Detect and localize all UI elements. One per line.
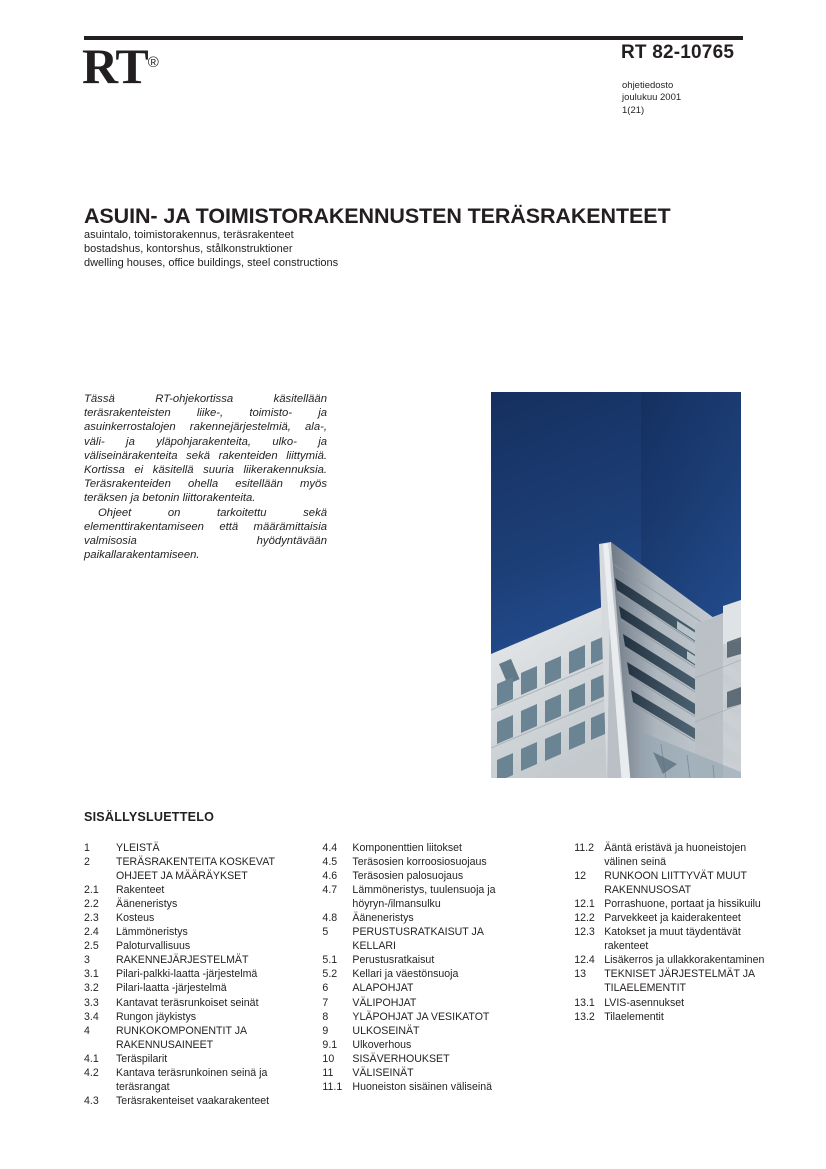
toc-entry[interactable] [322, 1010, 574, 1024]
toc-entry-label: VÄLISEINÄT [352, 1066, 414, 1079]
page-title: ASUIN- JA TOIMISTORAKENNUSTEN TERÄSRAKENTEET [84, 204, 671, 229]
toc-entry-label: OHJEET JA MÄÄRÄYKSET [116, 870, 248, 883]
toc-entry-label: TILAELEMENTIT [604, 982, 687, 995]
toc-entry-label: RAKENNEJÄRJESTELMÄT [116, 954, 249, 967]
toc-entry-number: 4 [84, 1024, 90, 1037]
toc-entry-number: 3.4 [84, 1010, 99, 1023]
toc-entry[interactable] [84, 939, 322, 953]
rt-logo-text: RT [82, 38, 148, 94]
keywords-english: dwelling houses, office buildings, steel constructions [84, 257, 339, 270]
toc-entry-label: RAKENNUSOSAT [604, 884, 692, 897]
toc-entry[interactable] [84, 1038, 322, 1052]
toc-entry[interactable] [322, 953, 574, 967]
toc-entry-number: 2.5 [84, 940, 99, 953]
toc-entry[interactable] [574, 939, 784, 953]
toc-entry-label: ULKOSEINÄT [352, 1024, 420, 1037]
toc-entry[interactable] [84, 1066, 322, 1080]
intro-abstract [84, 392, 327, 562]
toc-entry[interactable] [574, 897, 784, 911]
registered-trademark-icon: ® [147, 54, 159, 71]
toc-entry[interactable] [84, 1094, 322, 1108]
header-rule [84, 36, 743, 40]
toc-entry-number: 2.4 [84, 926, 99, 939]
toc-heading: SISÄLLYSLUETTELO [84, 810, 215, 824]
toc-entry-label: Porrashuone, portaat ja hissikuilu [604, 898, 761, 911]
toc-entry-number: 4.5 [322, 856, 338, 869]
toc-entry-label: välinen seinä [604, 856, 667, 869]
toc-entry[interactable] [322, 925, 574, 939]
toc-entry[interactable] [84, 1010, 322, 1024]
toc-entry-label: Paloturvallisuus [116, 940, 191, 953]
document-meta [622, 80, 681, 117]
toc-entry-number: 4.8 [322, 912, 338, 925]
intro-paragraph-1: Tässä RT-ohjekortissa käsitellään teräsrakenteisten liike-, toimisto- ja asuinkerrostalojen rakennejärjestelmiä, ala-, väli- ja yläpohjarakenteita, ulko- ja väliseinärakenteita sekä rakenteiden liittymiä. Kortissa ei käsitellä suuria liikerakennuksia. Teräsrakenteiden ohella esitellään myös teräksen ja betonin liittorakenteita. [84, 393, 327, 505]
side-credit-text [0, 797, 2, 1117]
toc-entry-number: 6 [322, 982, 329, 995]
toc-entry-label: Katokset ja muut täydentävät [604, 926, 741, 939]
toc-entry-label: TEKNISET JÄRJESTELMÄT JA [604, 968, 756, 981]
toc-entry[interactable] [322, 1038, 574, 1052]
toc-entry-number: 4.4 [322, 842, 338, 854]
toc-entry-number: 4.7 [322, 884, 338, 897]
toc-entry[interactable] [574, 981, 784, 995]
toc-entry[interactable] [84, 996, 322, 1010]
toc-entry-number: 5.1 [322, 954, 338, 967]
toc-entry-label: Ääneneristys [352, 912, 414, 925]
toc-entry-label: Lämmöneristys, tuulensuoja ja [352, 884, 496, 897]
toc-entry-number: 9.1 [322, 1038, 338, 1051]
toc-entry[interactable] [574, 953, 784, 967]
toc-entry-label: YLÄPOHJAT JA VESIKATOT [352, 1010, 490, 1023]
toc-entry-label: RUNKOON LIITTYVÄT MUUT [604, 870, 748, 883]
toc-entry-number: 12.3 [574, 926, 595, 939]
toc-entry-number: 4.2 [84, 1066, 99, 1079]
toc-entry[interactable] [322, 855, 574, 869]
toc-entry-label: RUNKOKOMPONENTIT JA [116, 1024, 248, 1037]
toc-entry-number: 3.1 [84, 968, 99, 981]
toc-entry-label: Tilaelementit [604, 1010, 664, 1023]
toc-entry-label: YLEISTÄ [116, 842, 160, 854]
toc-entry-number: 12.2 [574, 912, 595, 925]
toc-entry[interactable] [322, 1066, 574, 1080]
toc-entry-number: 3.3 [84, 996, 99, 1009]
toc-entry-label: Ääntä eristävä ja huoneistojen [604, 842, 747, 854]
toc-entry[interactable] [322, 869, 574, 883]
toc-entry-number: 4.6 [322, 870, 338, 883]
toc-entry-number: 11.1 [322, 1080, 343, 1093]
toc-entry[interactable] [84, 911, 322, 925]
toc-entry-number: 3.2 [84, 982, 99, 995]
toc-entry[interactable] [84, 883, 322, 897]
toc-entry-label: TERÄSRAKENTEITA KOSKEVAT [116, 856, 275, 869]
toc-entry-label: Kosteus [116, 912, 155, 925]
cover-photo [491, 392, 741, 786]
toc-entry[interactable] [84, 869, 322, 883]
keywords-swedish: bostadshus, kontorshus, stålkonstruktioner [84, 243, 293, 256]
toc-entry[interactable] [84, 1024, 322, 1038]
toc-entry-label: Teräspilarit [116, 1052, 168, 1065]
toc-entry-number: 2.1 [84, 884, 99, 897]
toc-entry-number: 11.2 [574, 842, 595, 854]
toc-entry[interactable] [574, 841, 784, 855]
toc-entry-label: Ulkoverhous [352, 1038, 412, 1051]
document-type: ohjetiedosto [622, 80, 674, 91]
toc-entry-number: 12.4 [574, 954, 595, 967]
toc-entry-label: Lämmöneristys [116, 926, 188, 939]
toc-entry-label: VÄLIPOHJAT [352, 996, 417, 1009]
toc-entry-label: Perustusratkaisut [352, 954, 435, 967]
toc-entry-number: 4.1 [84, 1052, 99, 1065]
toc-column-1 [84, 841, 322, 1108]
toc-entry-label: Huoneiston sisäinen väliseinä [352, 1080, 492, 1093]
toc-entry[interactable] [574, 996, 784, 1010]
toc-entry-label: RAKENNUSAINEET [116, 1038, 214, 1051]
toc-entry-number: 8 [322, 1010, 329, 1023]
toc-entry-label: ALAPOHJAT [352, 982, 414, 995]
toc-entry[interactable] [322, 981, 574, 995]
toc-entry-number: 2 [84, 856, 90, 869]
toc-entry[interactable] [84, 1080, 322, 1094]
toc-entry-label: teräsrangat [116, 1080, 170, 1093]
toc-entry[interactable] [322, 996, 574, 1010]
toc-entry[interactable] [84, 897, 322, 911]
toc-entry[interactable] [84, 981, 322, 995]
toc-entry-label: Rungon jäykistys [116, 1010, 197, 1023]
toc-entry[interactable] [322, 883, 574, 897]
toc-entry-label: Komponenttien liitokset [352, 842, 462, 854]
toc-entry[interactable] [574, 1010, 784, 1024]
toc-entry[interactable] [322, 911, 574, 925]
toc-entry-number: 13.1 [574, 996, 595, 1009]
toc-entry-label: KELLARI [352, 940, 396, 953]
toc-column-2 [322, 841, 574, 1108]
toc-entry[interactable] [574, 911, 784, 925]
toc-entry-number: 13 [574, 968, 586, 981]
toc-entry-label: Kantavat teräsrunkoiset seinät [116, 996, 259, 1009]
toc-entry-label: Teräsosien korroosiosuojaus [352, 856, 487, 869]
toc-entry[interactable] [574, 883, 784, 897]
toc-entry-number: 1 [84, 842, 90, 854]
toc-entry[interactable] [84, 1052, 322, 1066]
toc-entry[interactable] [574, 869, 784, 883]
toc-entry-label: Kellari ja väestönsuoja [352, 968, 459, 981]
toc-entry-number: 2.3 [84, 912, 99, 925]
toc-entry[interactable] [322, 967, 574, 981]
toc-entry-number: 13.2 [574, 1010, 595, 1023]
toc-entry-label: Kantava teräsrunkoinen seinä ja [116, 1066, 268, 1079]
toc-entry-number: 9 [322, 1024, 329, 1037]
toc-entry-label: höyryn-/ilmansulku [352, 898, 441, 911]
toc-entry-label: rakenteet [604, 940, 649, 953]
toc-entry-label: SISÄVERHOUKSET [352, 1052, 450, 1065]
toc-entry[interactable] [574, 925, 784, 939]
toc-entry[interactable] [322, 841, 574, 855]
toc-entry-label: Teräsrakenteiset vaakarakenteet [116, 1094, 270, 1107]
keywords-finnish: asuintalo, toimistorakennus, teräsrakenteet [84, 229, 294, 241]
toc-entry-number: 11 [322, 1066, 334, 1079]
toc-entry-label: Pilari-palkki-laatta -järjestelmä [116, 968, 258, 981]
toc-entry[interactable] [322, 897, 574, 911]
toc-entry[interactable] [322, 1024, 574, 1038]
toc-entry-number: 12.1 [574, 898, 595, 911]
toc-entry-label: Pilari-laatta -järjestelmä [116, 982, 227, 995]
toc-entry-label: Teräsosien palosuojaus [352, 870, 464, 883]
toc-entry[interactable] [84, 925, 322, 939]
toc-entry-number: 2.2 [84, 898, 99, 911]
toc-entry-number: 7 [322, 996, 329, 1009]
document-page-number: 1(21) [622, 104, 645, 116]
table-of-contents [84, 841, 784, 1108]
toc-entry[interactable] [574, 967, 784, 981]
intro-paragraph-2: Ohjeet on tarkoitettu sekä elementtirakentamiseen että määrämittaisia valmisosia hyödyntävään paikallarakentamiseen. [84, 506, 327, 562]
toc-entry-label: Ääneneristys [116, 898, 178, 911]
document-number: RT 82-10765 [621, 42, 735, 63]
toc-entry-number: 10 [322, 1052, 335, 1065]
rt-logo [82, 38, 159, 94]
toc-entry[interactable] [84, 967, 322, 981]
toc-entry-number: 4.3 [84, 1094, 99, 1107]
toc-entry-label: Rakenteet [116, 884, 165, 897]
toc-entry-number: 12 [574, 870, 586, 883]
toc-entry-number: 5 [322, 926, 329, 939]
document-date: joulukuu 2001 [622, 92, 682, 104]
toc-entry[interactable] [84, 953, 322, 967]
toc-entry-number: 5.2 [322, 968, 338, 981]
toc-entry[interactable] [84, 841, 322, 855]
toc-entry[interactable] [322, 1052, 574, 1066]
toc-column-3 [574, 841, 784, 1108]
toc-entry[interactable] [574, 855, 784, 869]
toc-entry[interactable] [84, 855, 322, 869]
toc-entry[interactable] [322, 1080, 574, 1094]
toc-entry-label: PERUSTUSRATKAISUT JA [352, 926, 484, 939]
toc-entry-label: Parvekkeet ja kaiderakenteet [604, 912, 741, 925]
toc-entry[interactable] [322, 939, 574, 953]
toc-entry-number: 3 [84, 954, 90, 967]
toc-entry-label: LVIS-asennukset [604, 996, 685, 1009]
toc-entry-label: Lisäkerros ja ullakkorakentaminen [604, 954, 765, 967]
keywords-block [84, 228, 338, 271]
